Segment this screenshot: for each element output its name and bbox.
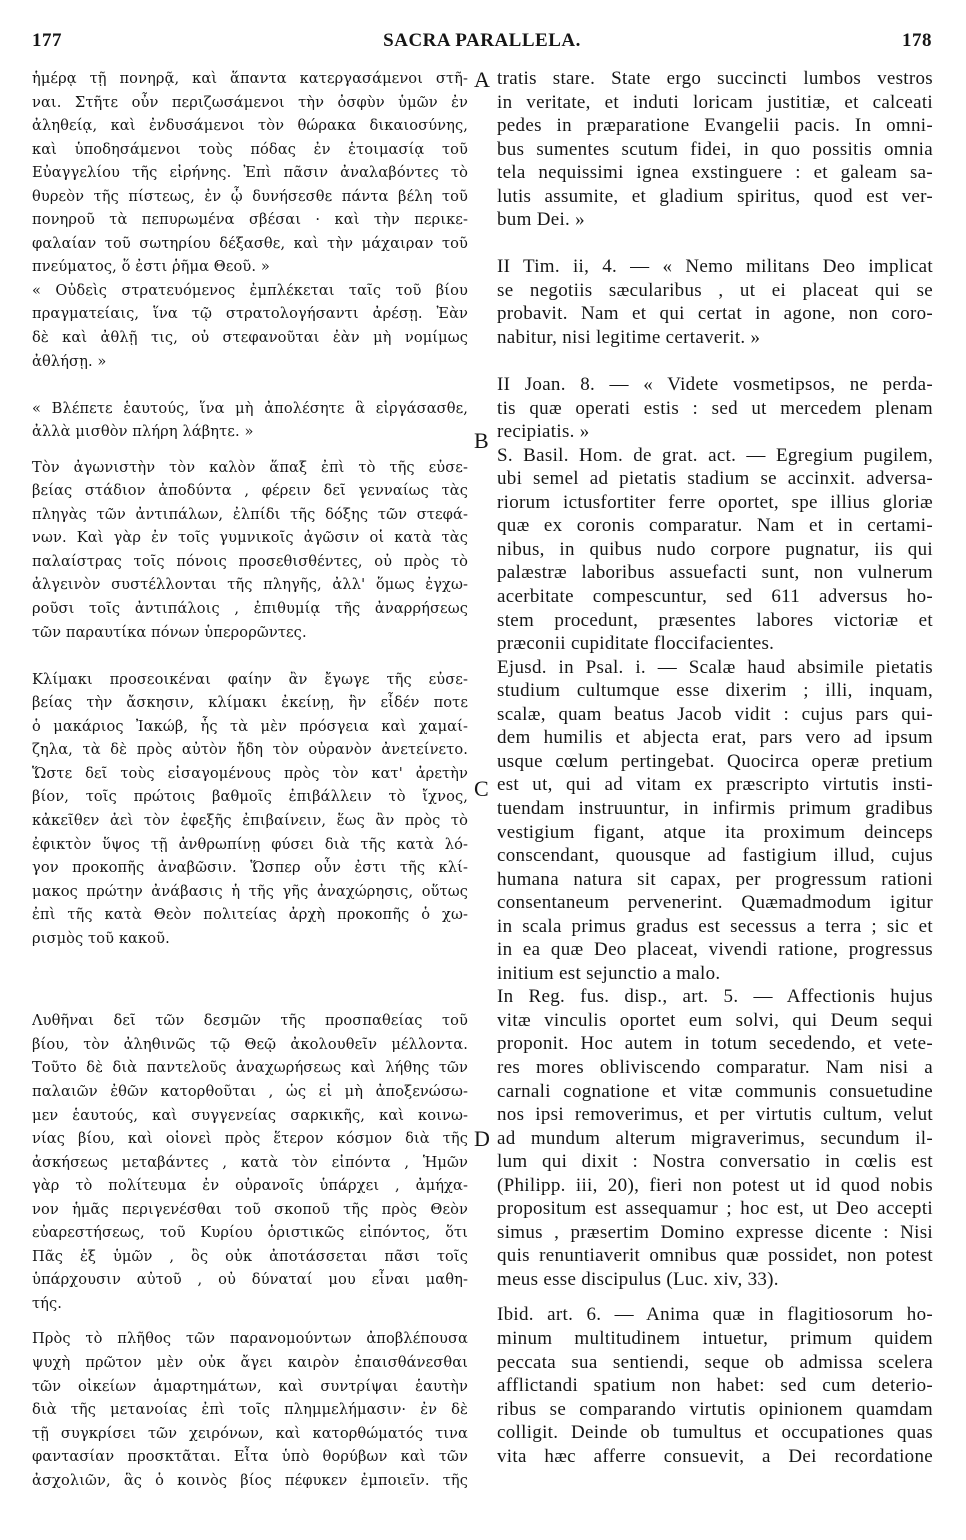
- latin-text-line: afflictandi spatium non habet: sed cum deterio-: [497, 1375, 933, 1397]
- latin-text-line: In Reg. fus. disp., art. 5. — Affectionis hujus: [497, 986, 933, 1008]
- blank-line: [32, 950, 468, 974]
- page-number-left: 177: [32, 30, 62, 51]
- latin-text-line: simus , præsertim Domino expresse dicente : Nisi: [497, 1221, 933, 1243]
- greek-text-line: φαλαίαν τοῦ σωτηρίου δέξασθε, καὶ τὴν μάχαιραν τοῦ: [32, 234, 468, 252]
- greek-text-line: γον προκοπῆς ἀναβῶσιν. Ὥσπερ οὖν ἐστι τῆς κλί-: [32, 859, 468, 877]
- greek-text-line: τῶν παραυτίκα πόνων ὑπερορῶντες.: [32, 623, 307, 641]
- page-number-right: 178: [902, 30, 932, 51]
- latin-text-line: vita hæc afferre consuevit, a Dei recordatione: [497, 1445, 933, 1467]
- latin-text-line: riorum ictusfortiter ferre oportet, spe illius gloriæ: [497, 491, 933, 513]
- latin-text-line: bus sumentes scutum fidei, in quo possitis omnia: [497, 138, 933, 160]
- latin-text-line: ribus se comparando virtutis opinionem quamdam: [497, 1398, 933, 1420]
- greek-text-line: Πρὸς τὸ πλῆθος τῶν παρανομούντων ἀποβλέπουσα: [32, 1330, 468, 1348]
- running-title: SACRA PARALLELA.: [383, 30, 581, 51]
- greek-text-line: τής.: [32, 1294, 63, 1312]
- latin-text-line: bum Dei. »: [497, 209, 585, 231]
- blank-line: [32, 974, 468, 998]
- latin-text-line: meus esse discipulus (Luc. xiv, 33).: [497, 1268, 779, 1290]
- latin-text-line: nos ipsi removerimus, et per virtutis cultum, velut: [497, 1104, 933, 1126]
- section-marker-d: D: [474, 1126, 490, 1151]
- greek-text-line: κἀκεῖθεν ἀεὶ τὸν ἐφεξῆς ἐπιβαίνειν, ἕως ἂν πρὸς τὸ: [32, 811, 468, 829]
- greek-text-line: Εὐαγγελίου τῆς εἰρήνης. Ἐπὶ πᾶσιν ἀναλαβόντες τὸ: [32, 164, 468, 182]
- latin-text-line: vitæ vinculis oportet eum solvi, qui Deum sequi: [497, 1009, 933, 1031]
- latin-text-line: Ibid. art. 6. — Anima quæ in flagitiosorum ho-: [497, 1304, 933, 1326]
- greek-text-line: διὰ τῆς μετανοίας ἐπὶ τοῖς πλημμελήμασιν· ἐν δὲ: [32, 1401, 468, 1419]
- greek-text-line: ὑπάρχουσιν αὐτοῦ , οὐ δύναταί μου εἶναι μαθη-: [32, 1271, 468, 1289]
- greek-text-line: νον ἡμᾶς περιγενέσθαι τοῦ σκοποῦ τῆς πρὸς Θεὸν: [32, 1200, 468, 1218]
- latin-text-line: recipiatis. »: [497, 421, 590, 443]
- greek-text-line: ἐπὶ τῆς κατὰ Θεὸν πολιτείας ἀρχὴ προκοπῆς ὁ χω-: [32, 906, 468, 924]
- greek-text-line: τῶν οἰκείων ἁμαρτημάτων, καὶ συντρίψαι ἑαυτὴν: [32, 1377, 468, 1395]
- latin-text-line: humana natura sit capax, per progressum rationi: [497, 868, 933, 890]
- greek-text-line: πνεύματος, ὅ ἐστι ῥῆμα Θεοῦ. »: [32, 258, 270, 276]
- greek-text-line: Τὸν ἀγωνιστὴν τὸν καλὸν ἅπαξ ἐπὶ τὸ τῆς εὐσε-: [32, 458, 468, 476]
- blank-line: [497, 350, 933, 374]
- greek-text-line: ἀλγεινὸν συστέλλονται τῆς πληγῆς, ἀλλ' ὅμως ἐγχω-: [32, 576, 468, 594]
- greek-text-line: ἡμέρᾳ τῇ πονηρᾷ, καὶ ἅπαντα κατεργασάμενοι στῆ-: [32, 70, 468, 87]
- latin-text-line: usque cœlum pertingebat. Quocirca operæ pretium: [497, 750, 933, 772]
- latin-text-line: Ejusd. in Psal. i. — Scalæ haud absimile pietatis: [497, 656, 933, 678]
- latin-text-line: tratis stare. State ergo succincti lumbos vestros: [497, 68, 933, 89]
- latin-text-line: tuendam instruuntur, in infirmis primum gradibus: [497, 797, 933, 819]
- latin-text-line: præconii cupiditate floccifacientes.: [497, 633, 775, 655]
- greek-text-line: νων. Καὶ γὰρ ἐν τοῖς γυμνικοῖς ἀγῶσιν οἱ κατὰ τὰς: [32, 529, 468, 547]
- greek-text-line: βίου, τὸν ἀληθινῶς τῷ Θεῷ ἀκολουθεῖν μέλλοντα.: [32, 1035, 468, 1053]
- running-header: [32, 30, 932, 58]
- greek-text-line: βείας τὴν ἄσκησιν, κλίμακι ἐκείνῃ, ἣν εἶδέν ποτε: [32, 694, 468, 712]
- greek-text-line: εὐαρεστήσεως, τοῦ Κυρίου ὁριστικῶς εἰπόντος, ὅτι: [32, 1224, 468, 1242]
- greek-text-line: ναι. Στῆτε οὖν περιζωσάμενοι τὴν ὀσφὺν ὑμῶν ἐν: [32, 93, 468, 111]
- greek-text-line: Κλίμακι προσεοικέναι φαίην ἂν ἔγωγε τῆς εὐσε-: [32, 670, 468, 688]
- latin-text-line: ad mundum alterum migraverimus, secundum il-: [497, 1127, 933, 1149]
- latin-text-line: stem procedunt, præsentes labores victoriæ et: [497, 609, 933, 631]
- section-marker-c: C: [474, 776, 489, 801]
- paragraph-gap: [32, 1315, 468, 1327]
- greek-text-line: βίον, τοῖς πρώτοις βαθμοῖς ἐπιβάλλειν τὸ ἴχνος,: [32, 788, 468, 806]
- latin-text-line: propositum est assequamur ; hoc est, ut Deo accepti: [497, 1198, 933, 1220]
- latin-text-line: II Tim. ii, 4. — « Nemo militans Deo implicat: [497, 256, 933, 278]
- latin-text-line: quæ ex coronis comparatur. Nam et in certami-: [497, 515, 933, 537]
- greek-text-line: Πᾶς ἐξ ὑμῶν , ὃς οὐκ ἀποτάσσεται πᾶσι τοῖς: [32, 1247, 468, 1265]
- greek-text-line: ἀθλήσῃ. »: [32, 352, 107, 370]
- latin-column: [497, 67, 933, 1468]
- latin-text-line: ubi semel ad pietatis stadium se accinxit. adversa-: [497, 468, 933, 490]
- latin-text-line: se negotiis sæcularibus , ut ei placeat qui se: [497, 279, 933, 301]
- greek-text-line: Ὥστε δεῖ τοὺς εἰσαγομένους πρὸς τὸν κατ' ἀρετὴν: [32, 764, 468, 782]
- blank-line: [32, 373, 468, 397]
- latin-text-line: minum multitudinem intuetur, primum quidem: [497, 1327, 933, 1349]
- greek-text-line: ἀλλὰ μισθὸν πλήρη λάβητε. »: [32, 423, 254, 441]
- latin-text-line: consentaneum pervenerint. Quæmadmodum igitur: [497, 892, 933, 914]
- paragraph-gap: [32, 444, 468, 456]
- greek-text-line: πληγὰς τῶν ἀντιπάλων, ἐλπίδι τῆς δόξης τῶν στεφά-: [32, 505, 468, 523]
- greek-text-line: νίας βίου, καὶ οἱονεὶ πρὸς ἕτερον κόσμον διὰ τῆς: [32, 1130, 468, 1148]
- latin-text-line: acerbitate compescuntur, sed 611 adversus ho-: [497, 586, 933, 608]
- latin-text-line: quis renuntiaverit omnibus quæ possidet, non potest: [497, 1245, 933, 1267]
- latin-text-line: scalæ, quam beatus Jacob vidit : cujus pars qui-: [497, 703, 933, 725]
- section-marker-a: A: [474, 67, 490, 92]
- greek-text-line: ὁ μακάριος Ἰακώβ, ἧς τὰ μὲν πρόσγεια καὶ χαμαί-: [32, 717, 468, 735]
- greek-text-line: παλαιῶν ἐθῶν κατορθοῦται , ὡς εἰ μὴ ἀποξενώσω-: [32, 1082, 468, 1100]
- greek-text-line: ροῦσι τοῖς ἀντιπάλοις , ἐπιθυμίᾳ τῆς ἀναρρήσεως: [32, 600, 468, 618]
- blank-line: [32, 644, 468, 668]
- greek-text-line: ἐφικτὸν ὕψος τῇ ἀνθρωπίνῃ φύσει διὰ τῆς κατὰ λό-: [32, 835, 468, 853]
- greek-text-line: φαντασίαν προσκτᾶται. Εἶτα ὑπὸ θορύβων καὶ τῶν: [32, 1448, 468, 1466]
- greek-text-line: ἀσκήσεως μεταβάντες , κατὰ τὸν εἰπόντα , Ἡμῶν: [32, 1153, 468, 1171]
- latin-text-line: (Philipp. iii, 20), fieri non potest ut id quod nobis: [497, 1174, 933, 1196]
- paragraph-gap: [32, 997, 468, 1009]
- latin-text-line: probavit. Nam et qui certat in agone, non coro-: [497, 303, 933, 325]
- greek-text-line: μεν ἑαυτούς, καὶ συγγενείας σαρκικῆς, καὶ κοινω-: [32, 1106, 468, 1124]
- latin-text-line: nabitur, nisi legitime certaverit. »: [497, 327, 761, 349]
- latin-text-line: II Joan. 8. — « Videte vosmetipsos, ne perda-: [497, 374, 933, 396]
- latin-text-line: est ut, qui ad vitam ex præscripto virtutis insti-: [497, 774, 933, 796]
- latin-text-line: tis quæ operati estis : sed ut mercedem plenam: [497, 397, 933, 419]
- greek-text-line: βείας στάδιον ἀποδύντα , φέρειν δεῖ γενναίως τὰς: [32, 482, 468, 500]
- greek-text-line: παλαίστρας τοῖς πόνοις προσεθισθέντες, οὐ πρὸς τὸ: [32, 552, 468, 570]
- greek-text-line: ἀσχολιῶν, ἃς ὁ κοινὸς βίος πέφυκεν ἐμποιεῖν. τῆς: [32, 1471, 468, 1489]
- latin-text-line: in ea quæ Deo placeat, vivendi ratione, progressus: [497, 939, 933, 961]
- greek-text-line: Λυθῆναι δεῖ τῶν δεσμῶν τῆς προσπαθείας τοῦ: [32, 1012, 468, 1030]
- greek-text-line: τῇ συγκρίσει τῶν χειρόνων, καὶ κατορθώματός τινα: [32, 1424, 468, 1442]
- greek-text-line: ζηλα, τὰ δὲ πρὸς αὐτὸν ἤδη τὸν οὐρανὸν ἀνετείνετο.: [32, 741, 468, 759]
- latin-text-line: initium est sejunctio a malo.: [497, 962, 721, 984]
- latin-text-line: nibus, in quibus nudo corpore pugnatur, iis qui: [497, 538, 933, 560]
- greek-text-line: Τοῦτο δὲ διὰ παντελοῦς ἀναχωρήσεως καὶ λήθης τῶν: [32, 1059, 468, 1077]
- latin-text-line: pedes in præparatione Evangelii pacis. In omni-: [497, 115, 933, 137]
- greek-text-line: « Οὐδεὶς στρατευόμενος ἐμπλέκεται ταῖς τοῦ βίου: [32, 281, 468, 299]
- greek-text-line: γὰρ τὸ πολίτευμα ἐν οὐρανοῖς ὑπάρχει , ἀμήχα-: [32, 1177, 468, 1195]
- latin-text-line: lum qui dixit : Nostra conversatio in cœlis est: [497, 1151, 933, 1173]
- greek-text-line: δὲ καὶ ἀθλῇ τις, οὐ στεφανοῦται ἐὰν μὴ νομίμως: [32, 329, 468, 347]
- greek-text-line: ρισμὸς τοῦ κακοῦ.: [32, 929, 170, 947]
- latin-text-line: in veritate, et induti loricam justitiæ, et calceati: [497, 91, 933, 113]
- latin-text-line: studium cultumque esse dixerim ; illi, inquam,: [497, 680, 933, 702]
- greek-text-line: πραγματείαις, ἵνα τῷ στρατολογήσαντι ἀρέσῃ. Ἐὰν: [32, 305, 468, 323]
- latin-text-line: in scala primus gradus est secessus a terra ; sic et: [497, 915, 933, 937]
- latin-text-line: palæstræ laboribus assuefacti sunt, non vulnerum: [497, 562, 933, 584]
- greek-text-line: « Βλέπετε ἑαυτούς, ἵνα μὴ ἀπολέσητε ἃ εἰργάσασθε,: [32, 399, 468, 417]
- latin-text-line: S. Basil. Hom. de grat. act. — Egregium pugilem,: [497, 444, 933, 466]
- latin-text-line: lutis assumite, et gladium spiritus, quod est ver-: [497, 185, 933, 207]
- latin-text-line: colligit. Deinde ob tumultus et occupationes quas: [497, 1422, 933, 1444]
- latin-text-line: vestigium figant, atque ita proximum deinceps: [497, 821, 933, 843]
- blank-line: [497, 232, 933, 256]
- greek-text-line: μακος πρώτην ἀνάβασις ἡ τῆς γῆς ἀναχώρησις, οὕτως: [32, 882, 468, 900]
- latin-text-line: tela nequissimi ignea exstinguere : et galeam sa-: [497, 162, 933, 184]
- latin-text-line: dem humilis et abjecta erat, pars vero ad ipsum: [497, 727, 933, 749]
- paragraph-gap: [497, 1291, 933, 1303]
- latin-text-line: conscendant, quousque ad fastigium illud, cujus: [497, 845, 933, 867]
- latin-text-line: proponit. Hoc autem in totum secedendo, et vete-: [497, 1033, 933, 1055]
- latin-text-line: res mores obliviscendo comparatur. Nam nisi a: [497, 1056, 933, 1078]
- latin-text-line: peccata sua sentiendi, seque ob admissa scelera: [497, 1351, 933, 1373]
- greek-text-line: ψυχὴ πρῶτον μὲν οὐκ ἄγει καιρὸν ἐπαισθάνεσθαι: [32, 1353, 468, 1371]
- latin-text-line: carnali cognatione et vitæ communis consuetudine: [497, 1080, 933, 1102]
- greek-text-line: καὶ ὑποδησάμενοι τοὺς πόδας ἐν ἑτοιμασίᾳ τοῦ: [32, 140, 468, 158]
- greek-text-line: πονηροῦ τὰ πεπυρωμένα σβέσαι · καὶ τὴν περικε-: [32, 211, 468, 229]
- greek-text-line: ἀληθείᾳ, καὶ ἐνδυσάμενοι τὸν θώρακα δικαιοσύνης,: [32, 117, 468, 135]
- greek-text-line: θυρεὸν τῆς πίστεως, ἐν ᾧ δυνήσεσθε πάντα βέλη τοῦ: [32, 187, 468, 205]
- section-marker-b: B: [474, 428, 489, 453]
- greek-column: [32, 67, 468, 1492]
